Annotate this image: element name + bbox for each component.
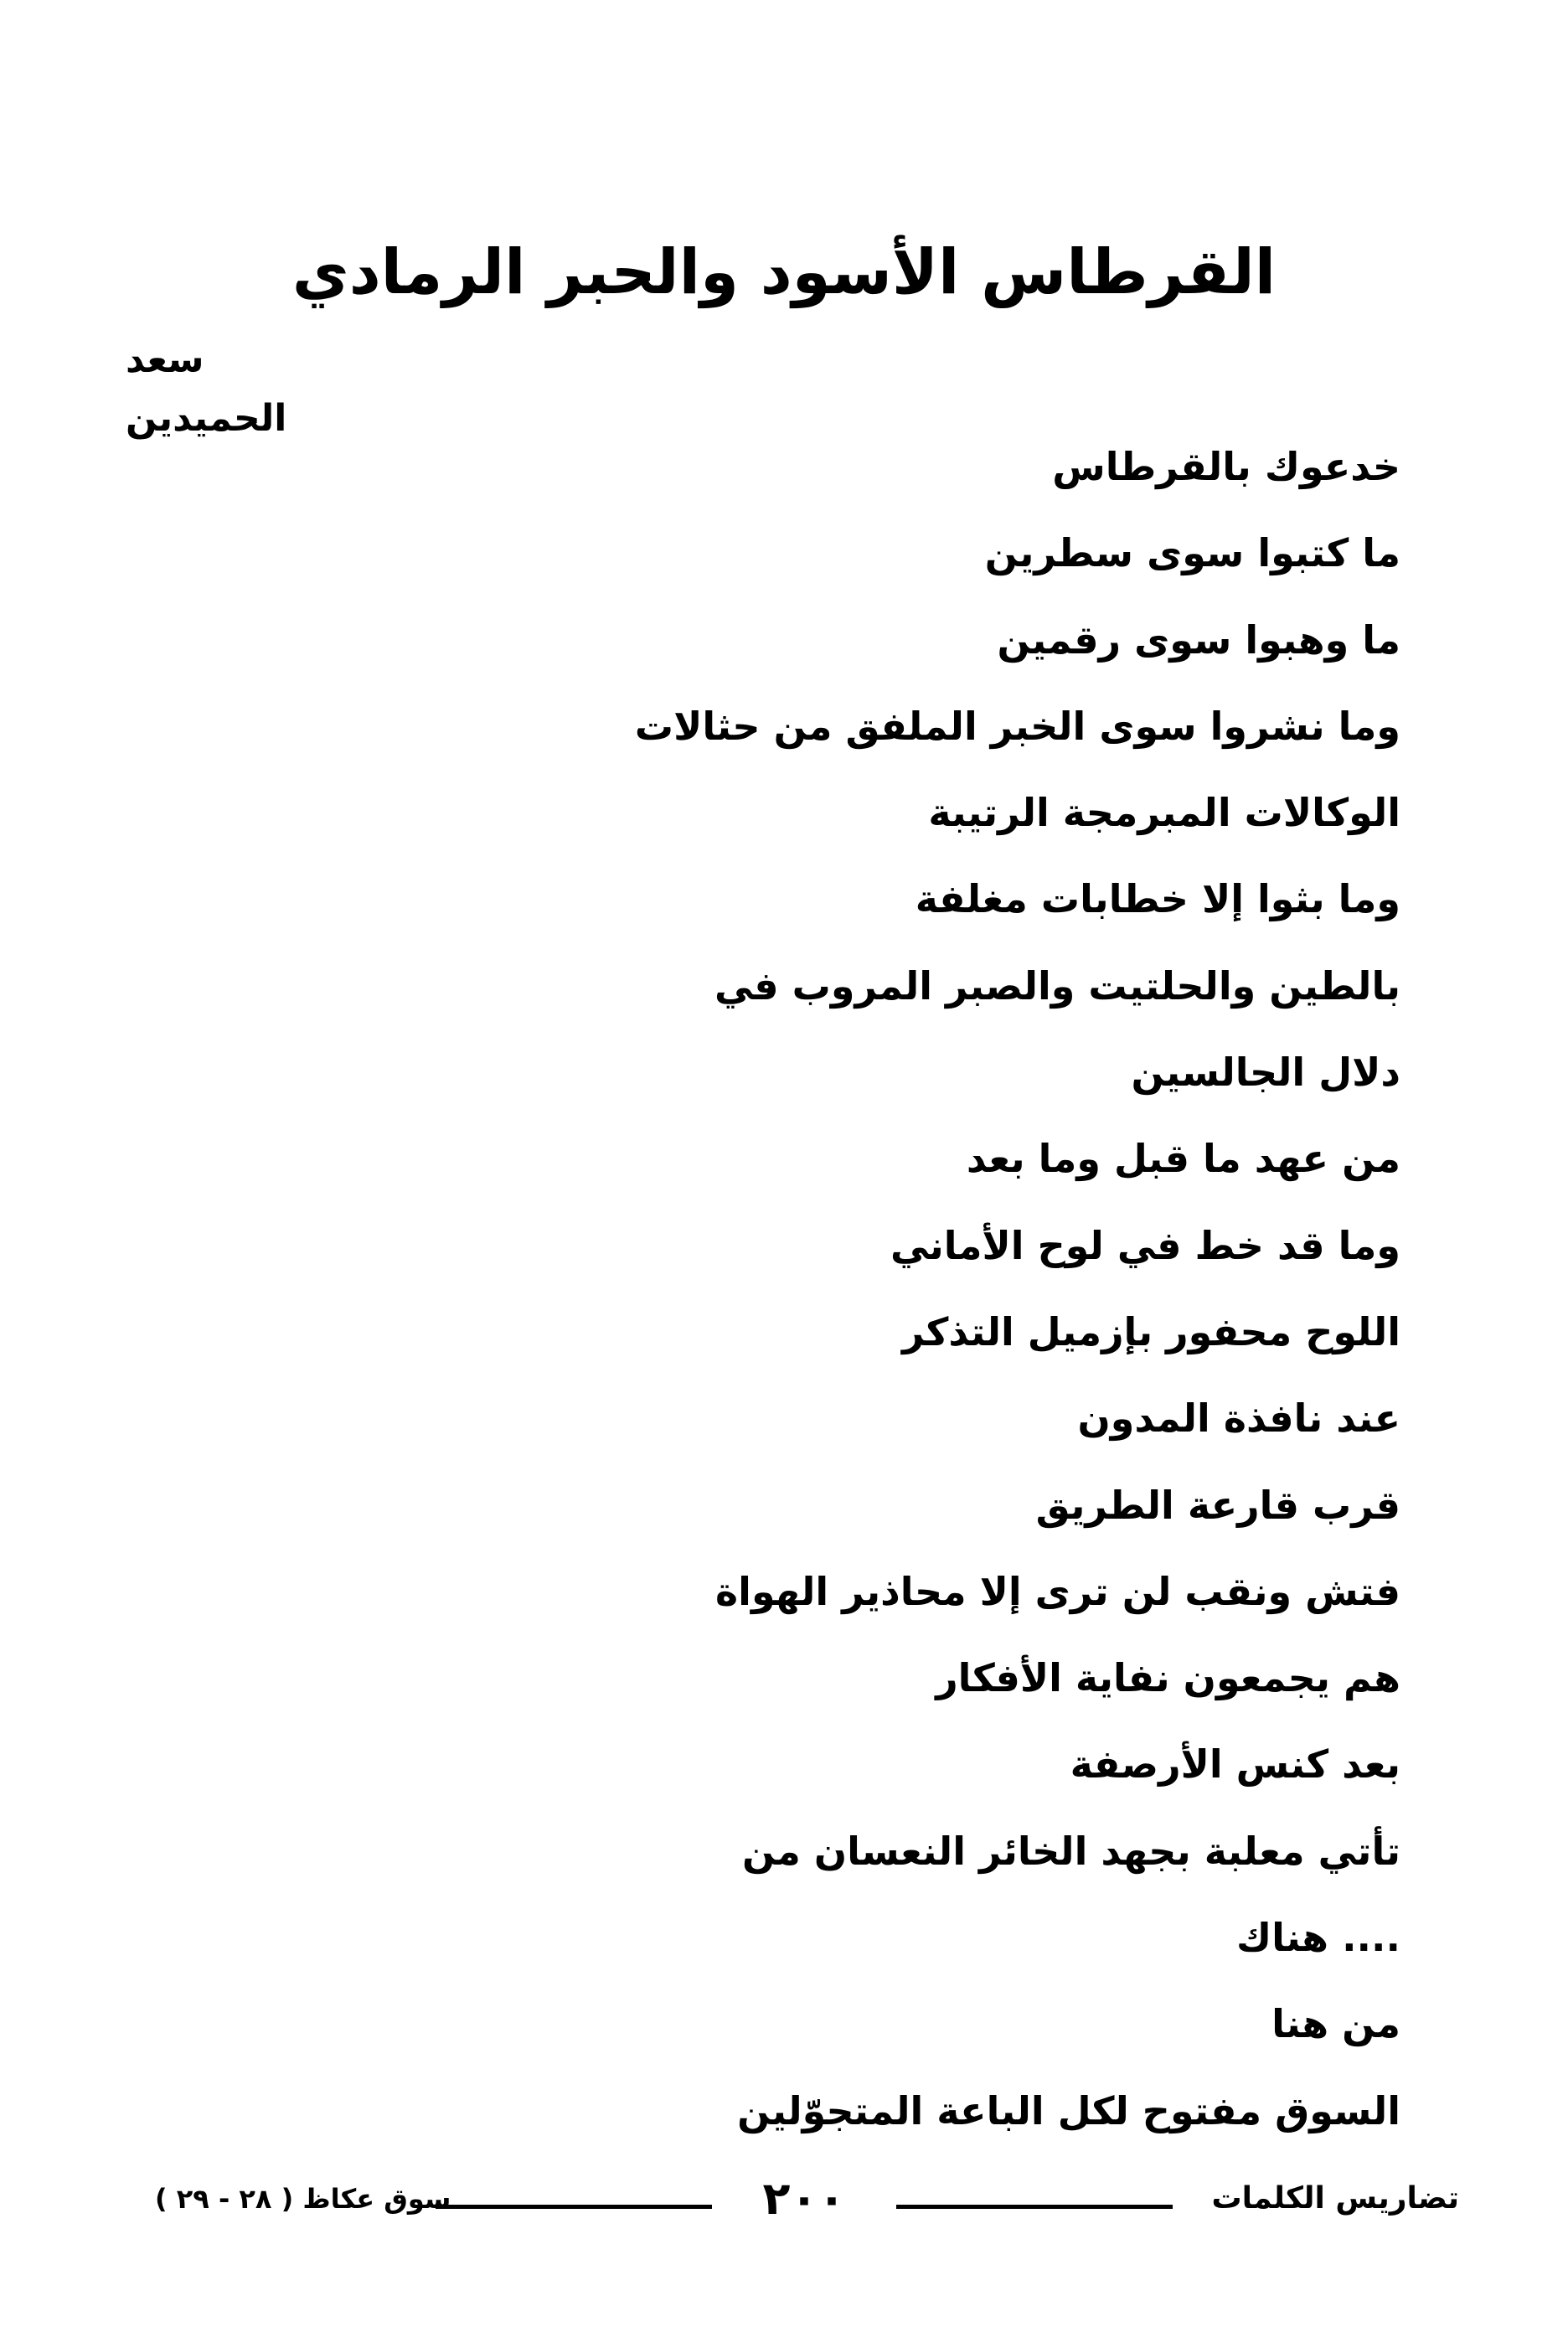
poem-line: قرب قارعة الطريق (1035, 1482, 1400, 1528)
poem-line: بالطين والحلتيت والصبر المروب في (714, 962, 1400, 1009)
footer-rule-left (436, 2205, 712, 2209)
poem-line: وما نشروا سوى الخبر الملفق من حثالات (634, 703, 1400, 749)
footer-issue: سوق عكاظ ( ٢٨ - ٢٩ ) (155, 2183, 451, 2215)
poem-line: دلال الجالسين (1131, 1050, 1400, 1096)
footer-rule-right (896, 2205, 1173, 2209)
poem-line: وما قد خط في لوح الأماني (890, 1222, 1400, 1268)
poem-line: بعد كنس الأرصفة (1070, 1741, 1400, 1788)
poem-line: عند نافذة المدون (1077, 1396, 1400, 1442)
poem-line: ما وهبوا سوى رقمين (997, 617, 1400, 663)
poem-line: ما كتبوا سوى سطرين (984, 530, 1400, 576)
author-name: سعد الحميدين (126, 338, 287, 440)
footer-section-name: تضاريس الكلمات (1211, 2181, 1459, 2216)
poem-line: خدعوك بالقرطاس (1052, 444, 1400, 489)
poem-line: تأتي معلبة بجهد الخائر النعسان من (741, 1828, 1400, 1874)
poem-line: من هنا (1271, 2001, 1400, 2047)
poem-line: فتش ونقب لن ترى إلا محاذير الهواة (715, 1568, 1400, 1614)
poem-body (228, 436, 1400, 2166)
poem-line: الوكالات المبرمجة الرتيبة (928, 790, 1400, 836)
poem-line: وما بثوا إلا خطابات مغلفة (915, 876, 1400, 922)
poem-line: .... هناك (1235, 1915, 1400, 1961)
poem-line: السوق مفتوح لكل الباعة المتجوّلين (737, 2087, 1400, 2133)
poem-line: هم يجمعون نفاية الأفكار (936, 1655, 1400, 1701)
poem-line: اللوح محفور بإزميل التذكر (901, 1308, 1400, 1354)
page-footer (0, 2161, 1568, 2237)
page-number: ٢٠٠ (762, 2172, 846, 2225)
page-title: القرطاس الأسود والحبر الرمادي (291, 236, 1277, 308)
poem-line: من عهد ما قبل وما بعد (966, 1136, 1400, 1182)
